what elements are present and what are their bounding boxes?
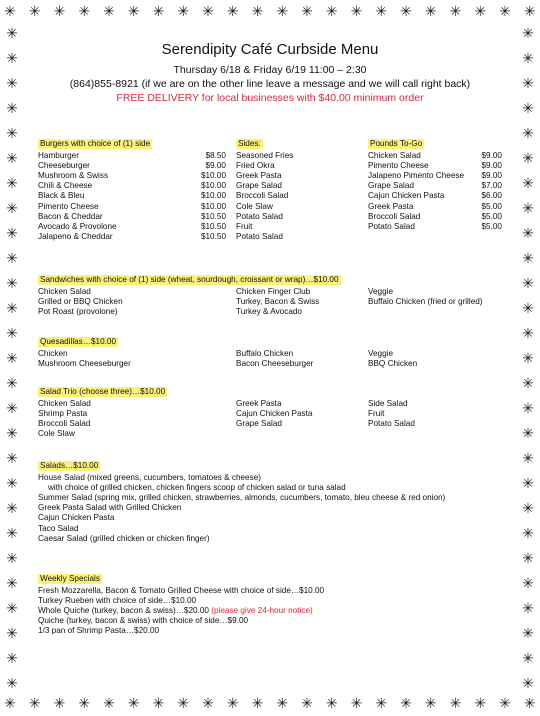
special-line-text: Whole Quiche (turkey, bacon & swiss)…$20.00	[38, 606, 209, 616]
asterisk-star-icon: ✳	[400, 3, 412, 19]
menu-item: Veggie	[368, 349, 394, 359]
asterisk-star-icon: ✳	[6, 150, 18, 166]
asterisk-star-icon: ✳	[522, 50, 534, 66]
menu-item: BBQ Chicken	[368, 359, 418, 369]
menu-date-hours: Thursday 6/18 & Friday 6/19 11:00 – 2:30	[173, 64, 367, 76]
burgers-list	[38, 151, 226, 242]
menu-item-row	[38, 212, 226, 222]
quesadillas-col-3	[368, 349, 508, 369]
asterisk-star-icon: ✳	[251, 695, 264, 711]
menu-item: Turkey, Bacon & Swiss	[236, 297, 320, 307]
asterisk-star-icon: ✳	[522, 425, 534, 441]
asterisk-star-icon: ✳	[4, 695, 16, 711]
star-border-right	[520, 26, 536, 690]
asterisk-star-icon: ✳	[350, 3, 363, 19]
salad-trio-col-3	[368, 399, 508, 439]
menu-item: Bacon Cheeseburger	[236, 359, 314, 369]
salad-trio-col-1	[38, 399, 236, 439]
asterisk-star-icon: ✳	[6, 450, 18, 466]
menu-item-name: Potato Salad	[368, 221, 415, 231]
asterisk-star-icon: ✳	[152, 3, 165, 19]
salad-trio-heading: Salad Trio (choose three)…$10.00	[40, 387, 166, 396]
asterisk-star-icon: ✳	[6, 50, 18, 66]
star-border-top	[2, 4, 538, 18]
side-item: Broccoli Salad	[236, 191, 289, 201]
menu-item-price: $10.50	[200, 231, 226, 241]
asterisk-star-icon: ✳	[522, 475, 534, 491]
menu-item-row	[38, 191, 226, 201]
menu-title: Serendipity Café Curbside Menu	[161, 41, 379, 58]
salads-heading: Salads…$10.00	[40, 461, 99, 470]
asterisk-star-icon: ✳	[499, 695, 511, 711]
asterisk-star-icon: ✳	[6, 400, 18, 416]
salad-line: Cajun Chicken Pasta	[38, 513, 115, 523]
asterisk-star-icon: ✳	[6, 25, 18, 41]
burgers-section	[38, 139, 226, 242]
asterisk-star-icon: ✳	[6, 125, 18, 141]
asterisk-star-icon: ✳	[6, 475, 18, 491]
asterisk-star-icon: ✳	[6, 300, 18, 316]
sandwiches-heading: Sandwiches with choice of (1) side (wheat, sourdough, croissant or wrap)…$10.00	[40, 275, 339, 284]
quesadillas-section	[38, 337, 508, 369]
asterisk-star-icon: ✳	[523, 695, 536, 711]
menu-item: Grape Salad	[236, 419, 282, 429]
salad-line: Greek Pasta Salad with Grilled Chicken	[38, 503, 182, 513]
asterisk-star-icon: ✳	[4, 3, 16, 19]
asterisk-star-icon: ✳	[6, 225, 18, 241]
asterisk-star-icon: ✳	[522, 150, 534, 166]
asterisk-star-icon: ✳	[523, 3, 536, 19]
menu-item-name: Mushroom & Swiss	[38, 171, 109, 181]
asterisk-star-icon: ✳	[522, 275, 534, 291]
side-item: Potato Salad	[236, 231, 283, 241]
asterisk-star-icon: ✳	[522, 100, 534, 116]
menu-item: Potato Salad	[368, 419, 415, 429]
sandwiches-section	[38, 275, 508, 317]
side-item: Fruit	[236, 221, 253, 231]
specials-heading: Weekly Specials	[40, 574, 100, 583]
salads-section	[38, 461, 508, 544]
asterisk-star-icon: ✳	[127, 3, 140, 19]
asterisk-star-icon: ✳	[6, 100, 18, 116]
asterisk-star-icon: ✳	[474, 695, 487, 711]
menu-item: Broccoli Salad	[38, 419, 91, 429]
quesadillas-col-2	[236, 349, 368, 369]
asterisk-star-icon: ✳	[78, 695, 91, 711]
asterisk-star-icon: ✳	[6, 350, 18, 366]
asterisk-star-icon: ✳	[522, 250, 534, 266]
sandwiches-col-1	[38, 287, 236, 317]
asterisk-star-icon: ✳	[522, 625, 534, 641]
asterisk-star-icon: ✳	[424, 3, 437, 19]
menu-item: Buffalo Chicken	[236, 349, 294, 359]
menu-item-name: Black & Bleu	[38, 191, 85, 201]
side-item: Potato Salad	[236, 211, 283, 221]
asterisk-star-icon: ✳	[522, 525, 534, 541]
menu-header	[30, 40, 510, 105]
delivery-notice: FREE DELIVERY for local businesses with $40.00 minimum order	[116, 92, 424, 104]
menu-item: Mushroom Cheeseburger	[38, 359, 131, 369]
menu-item-name: Jalapeno Pimento Cheese	[368, 171, 465, 181]
asterisk-star-icon: ✳	[6, 600, 18, 616]
side-item: Grape Salad	[236, 181, 282, 191]
asterisk-star-icon: ✳	[6, 625, 18, 641]
special-line: 1/3 pan of Shrimp Pasta…$20.00	[38, 626, 160, 636]
asterisk-star-icon: ✳	[375, 3, 388, 19]
special-line: Turkey Rueben with choice of side…$10.00	[38, 596, 197, 606]
asterisk-star-icon: ✳	[177, 695, 190, 711]
menu-item-row	[368, 222, 502, 232]
asterisk-star-icon: ✳	[276, 3, 289, 19]
menu-item-price: $6.00	[481, 191, 502, 201]
menu-item: Turkey & Avocado	[236, 307, 302, 317]
salad-line: Summer Salad (spring mix, grilled chicken, strawberries, almonds, cucumbers, tomato, bleu cheese & red onion)	[38, 493, 446, 503]
menu-item-price: $9.00	[481, 161, 502, 171]
menu-item-price: $8.50	[205, 151, 226, 161]
sandwiches-col-3	[368, 287, 508, 317]
asterisk-star-icon: ✳	[522, 325, 534, 341]
menu-item-price: $10.00	[200, 201, 226, 211]
asterisk-star-icon: ✳	[522, 200, 534, 216]
menu-item-price: $5.00	[481, 211, 502, 221]
specials-section	[38, 574, 508, 637]
asterisk-star-icon: ✳	[28, 695, 41, 711]
menu-item-name: Greek Pasta	[368, 201, 414, 211]
asterisk-star-icon: ✳	[202, 3, 214, 19]
menu-item-price: $10.00	[200, 191, 226, 201]
asterisk-star-icon: ✳	[251, 3, 264, 19]
menu-item-row	[38, 202, 226, 212]
menu-item: Shrimp Pasta	[38, 409, 88, 419]
menu-item-name: Chicken Salad	[368, 151, 421, 161]
side-item: Seasoned Fries	[236, 151, 294, 161]
asterisk-star-icon: ✳	[53, 695, 66, 711]
asterisk-star-icon: ✳	[226, 695, 239, 711]
asterisk-star-icon: ✳	[6, 525, 18, 541]
menu-phone: (864)855-8921 (if we are on the other line leave a message and we will call right back)	[69, 78, 471, 90]
asterisk-star-icon: ✳	[499, 3, 511, 19]
asterisk-star-icon: ✳	[522, 75, 534, 91]
salad-line: Caesar Salad (grilled chicken or chicken finger)	[38, 533, 210, 543]
asterisk-star-icon: ✳	[522, 575, 534, 591]
menu-item-row	[368, 171, 502, 181]
menu-item-row	[38, 151, 226, 161]
menu-item-row	[368, 191, 502, 201]
menu-item-price: $5.00	[481, 221, 502, 231]
menu-item: Cajun Chicken Pasta	[236, 409, 313, 419]
asterisk-star-icon: ✳	[522, 300, 534, 316]
asterisk-star-icon: ✳	[276, 695, 289, 711]
menu-item-price: $10.00	[200, 181, 226, 191]
pounds-section	[368, 139, 502, 232]
asterisk-star-icon: ✳	[375, 695, 388, 711]
asterisk-star-icon: ✳	[6, 325, 18, 341]
asterisk-star-icon: ✳	[522, 25, 534, 41]
asterisk-star-icon: ✳	[6, 650, 18, 666]
side-item: Cole Slaw	[236, 201, 273, 211]
asterisk-star-icon: ✳	[78, 3, 91, 19]
salad-trio-section	[38, 387, 508, 439]
menu-item-name: Pimento Cheese	[368, 161, 429, 171]
asterisk-star-icon: ✳	[449, 3, 462, 19]
menu-item-name: Broccoli Salad	[368, 211, 421, 221]
asterisk-star-icon: ✳	[226, 3, 239, 19]
asterisk-star-icon: ✳	[6, 175, 18, 191]
asterisk-star-icon: ✳	[522, 350, 534, 366]
menu-item: Greek Pasta	[236, 399, 282, 409]
asterisk-star-icon: ✳	[6, 75, 18, 91]
menu-item-row	[368, 212, 502, 222]
asterisk-star-icon: ✳	[522, 400, 534, 416]
menu-item-name: Chili & Cheese	[38, 181, 93, 191]
salad-line: House Salad (mixed greens, cucumbers, tomatoes & cheese)	[38, 473, 261, 483]
asterisk-star-icon: ✳	[522, 375, 534, 391]
menu-item: Grilled or BBQ Chicken	[38, 297, 123, 307]
menu-item: Buffalo Chicken (fried or grilled)	[368, 297, 483, 307]
asterisk-star-icon: ✳	[522, 550, 534, 566]
menu-item-row	[368, 181, 502, 191]
menu-item: Fruit	[368, 409, 385, 419]
menu-item-row	[38, 171, 226, 181]
menu-item-row	[368, 151, 502, 161]
asterisk-star-icon: ✳	[522, 125, 534, 141]
asterisk-star-icon: ✳	[522, 225, 534, 241]
side-item: Greek Pasta	[236, 171, 282, 181]
menu-item-row	[38, 181, 226, 191]
menu-item: Chicken	[38, 349, 68, 359]
asterisk-star-icon: ✳	[474, 3, 487, 19]
asterisk-star-icon: ✳	[103, 3, 115, 19]
star-border-bottom	[2, 696, 538, 710]
asterisk-star-icon: ✳	[28, 3, 41, 19]
asterisk-star-icon: ✳	[325, 695, 338, 711]
asterisk-star-icon: ✳	[127, 695, 140, 711]
asterisk-star-icon: ✳	[6, 200, 18, 216]
asterisk-star-icon: ✳	[6, 375, 18, 391]
special-line: Quiche (turkey, bacon & swiss) with choice of side…$9.00	[38, 616, 249, 626]
menu-item-price: $9.00	[481, 151, 502, 161]
menu-item-price: $9.00	[205, 161, 226, 171]
asterisk-star-icon: ✳	[522, 650, 534, 666]
menu-item: Chicken Salad	[38, 287, 91, 297]
asterisk-star-icon: ✳	[301, 695, 313, 711]
menu-item: Pot Roast (provolone)	[38, 307, 118, 317]
sides-heading: Sides:	[238, 139, 261, 148]
special-line	[38, 606, 508, 616]
sides-section	[236, 139, 356, 242]
asterisk-star-icon: ✳	[6, 275, 18, 291]
menu-item-row	[38, 161, 226, 171]
menu-item-name: Grape Salad	[368, 181, 414, 191]
menu-item-row	[368, 161, 502, 171]
menu-item: Veggie	[368, 287, 394, 297]
asterisk-star-icon: ✳	[53, 3, 66, 19]
sides-list	[236, 151, 356, 242]
asterisk-star-icon: ✳	[6, 550, 18, 566]
menu-item-price: $9.00	[481, 171, 502, 181]
menu-item-name: Pimento Cheese	[38, 201, 99, 211]
asterisk-star-icon: ✳	[424, 695, 437, 711]
asterisk-star-icon: ✳	[400, 695, 412, 711]
menu-item: Chicken Salad	[38, 399, 91, 409]
menu-item: Chicken Finger Club	[236, 287, 311, 297]
quesadillas-heading: Quesadillas…$10.00	[40, 337, 117, 346]
menu-item-price: $5.00	[481, 201, 502, 211]
sandwiches-col-2	[236, 287, 368, 317]
salad-line: Taco Salad	[38, 523, 79, 533]
menu-item-price: $7.00	[481, 181, 502, 191]
menu-item-name: Bacon & Cheddar	[38, 211, 103, 221]
burgers-heading: Burgers with choice of (1) side	[40, 139, 151, 148]
menu-item-name: Jalapeno & Cheddar	[38, 231, 113, 241]
menu-item-name: Avocado & Provolone	[38, 221, 117, 231]
menu-item-name: Cajun Chicken Pasta	[368, 191, 445, 201]
asterisk-star-icon: ✳	[6, 675, 18, 691]
salad-trio-col-2	[236, 399, 368, 439]
menu-item-row	[38, 232, 226, 242]
menu-item-price: $10.50	[200, 221, 226, 231]
menu-item-name: Cheeseburger	[38, 161, 90, 171]
special-notice: (please give 24-hour notice)	[211, 606, 313, 616]
menu-item-price: $10.00	[200, 171, 226, 181]
asterisk-star-icon: ✳	[325, 3, 338, 19]
menu-item-row	[368, 202, 502, 212]
asterisk-star-icon: ✳	[6, 500, 18, 516]
asterisk-star-icon: ✳	[350, 695, 363, 711]
asterisk-star-icon: ✳	[152, 695, 165, 711]
asterisk-star-icon: ✳	[522, 175, 534, 191]
side-item: Fried Okra	[236, 161, 275, 171]
asterisk-star-icon: ✳	[522, 450, 534, 466]
asterisk-star-icon: ✳	[522, 675, 534, 691]
asterisk-star-icon: ✳	[522, 600, 534, 616]
pounds-heading: Pounds To-Go	[370, 139, 423, 148]
asterisk-star-icon: ✳	[202, 695, 214, 711]
star-border-left	[4, 26, 20, 690]
asterisk-star-icon: ✳	[6, 575, 18, 591]
menu-item-name: Hamburger	[38, 151, 79, 161]
pounds-list	[368, 151, 502, 232]
salad-line: with choice of grilled chicken, chicken fingers scoop of chicken salad or tuna salad	[48, 483, 346, 493]
menu-item: Side Salad	[368, 399, 408, 409]
menu-item: Cole Slaw	[38, 429, 75, 439]
quesadillas-col-1	[38, 349, 236, 369]
asterisk-star-icon: ✳	[449, 695, 462, 711]
special-line: Fresh Mozzarella, Bacon & Tomato Grilled Cheese with choice of side…$10.00	[38, 586, 325, 596]
menu-item-row	[38, 222, 226, 232]
asterisk-star-icon: ✳	[522, 500, 534, 516]
asterisk-star-icon: ✳	[103, 695, 115, 711]
asterisk-star-icon: ✳	[301, 3, 313, 19]
asterisk-star-icon: ✳	[177, 3, 190, 19]
asterisk-star-icon: ✳	[6, 250, 18, 266]
menu-item-price: $10.50	[200, 211, 226, 221]
asterisk-star-icon: ✳	[6, 425, 18, 441]
